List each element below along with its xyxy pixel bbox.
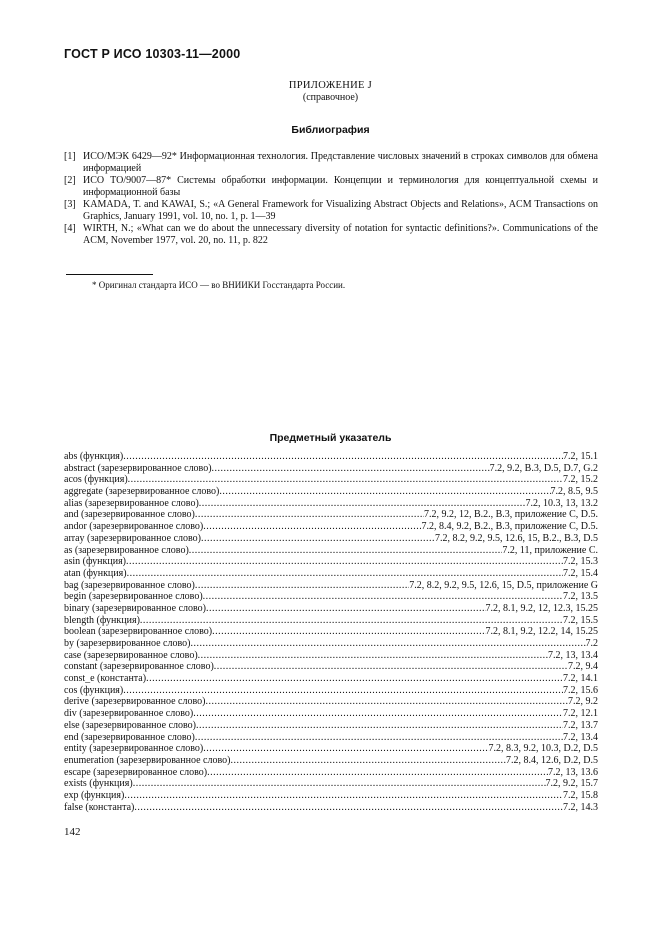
index-leader-dots [140,615,563,627]
bibliography-title: Библиография [291,124,370,136]
index-term: exp (функция) [64,789,125,801]
index-term: exists (функция) [64,778,133,790]
index-leader-dots [189,545,503,557]
index-term: asin (функция) [64,556,127,568]
bibliography-item [64,151,598,175]
index-refs: 7.2, 8.3, 9.2, 10.3, D.2, D.5 [488,743,598,755]
index-entry [64,463,598,475]
index-leader-dots [198,650,548,662]
index-refs: 7.2, 9.2, 12, B.2., B.3, приложение C, D.5. [423,509,598,521]
index-entry [64,615,598,627]
index-refs: 7.2, 8.4, 9.2, B.2., B.3, приложение C, D.5. [421,521,598,533]
bibliography-item-number: [3] [64,199,76,210]
index-leader-dots [201,533,435,545]
appendix-subtitle: (справочное) [302,92,359,103]
index-entry [64,498,598,510]
index-refs: 7.2, 8.2, 9.2, 9.5, 12.6, 15, B.2., B.3, D.5 [434,532,598,544]
index-refs: 7.2, 15.6 [563,684,598,696]
index-entry [64,732,598,744]
index-entry [64,650,598,662]
bibliography-item-number: [4] [64,223,76,234]
index-leader-dots [127,568,563,580]
index-refs: 7.2, 15.1 [563,451,598,462]
index-term: as (зарезервированное слово) [64,544,189,556]
index-refs: 7.2, 8.2, 9.2, 9.5, 12.6, 15, D.5, приложение G [409,579,598,591]
index-term: binary (зарезервированное слово) [64,602,206,614]
index-term: alias (зарезервированное слово) [64,497,199,509]
index-leader-dots [190,638,585,650]
index-term: derive (зарезервированное слово) [64,696,206,708]
index-leader-dots [195,580,409,592]
index-refs: 7.2, 8.1, 9.2, 12.2, 14, 15.25 [485,626,598,638]
index-refs: 7.2, 12.1 [563,708,598,720]
index-refs: 7.2, 15.2 [563,474,598,486]
index-refs: 7.2, 8.1, 9.2, 12, 12.3, 15.25 [485,602,598,614]
index-entry [64,767,598,779]
index-entry [64,591,598,603]
index-entry [64,486,598,498]
index-entry [64,802,598,814]
index-term: end (зарезервированное слово) [64,731,195,743]
index-leader-dots [195,732,563,744]
footnote-rule [66,274,153,275]
index-refs: 7.2, 13.4 [563,731,598,743]
index-leader-dots [203,743,488,755]
index-refs: 7.2, 8.5, 9.5 [550,486,598,498]
index-term: aggregate (зарезервированное слово) [64,486,220,498]
index-entry [64,474,598,486]
index-term: constant (зарезервированное слово) [64,661,214,673]
index-term: bag (зарезервированное слово) [64,579,195,591]
bibliography-list [64,151,598,247]
index-term: abstract (зарезервированное слово) [64,462,212,474]
subject-index [64,451,598,813]
index-refs: 7.2, 15.4 [563,567,598,579]
index-term: false (константа) [64,801,135,813]
index-term: case (зарезервированное слово) [64,649,198,661]
index-leader-dots [214,661,568,673]
footnote: * Оригинал стандарта ИСО — во ВНИИКИ Госстандарта России. [92,280,346,290]
index-leader-dots [207,767,548,779]
index-leader-dots [126,556,563,568]
index-leader-dots [199,498,526,510]
index-refs: 7.2, 14.1 [563,673,598,685]
index-refs: 7.2 [585,638,598,649]
index-leader-dots [124,790,563,802]
index-leader-dots [123,685,563,697]
index-leader-dots [212,463,490,475]
index-leader-dots [219,486,550,498]
index-leader-dots [203,591,563,603]
index-entry [64,509,598,521]
index-leader-dots [203,521,421,533]
index-entry [64,556,598,568]
index-term: andor (зарезервированное слово) [64,521,204,533]
bibliography-item [64,175,598,199]
appendix-title: ПРИЛОЖЕНИЕ J [288,80,373,91]
index-refs: 7.2, 8.4, 12.6, D.2, D.5 [506,754,598,766]
index-refs: 7.2, 15.8 [563,789,598,801]
index-term: boolean (зарезервированное слово) [64,626,213,638]
index-entry [64,521,598,533]
index-leader-dots [146,673,563,685]
index-entry [64,638,598,650]
index-leader-dots [195,509,424,521]
index-entry [64,545,598,557]
index-refs: 7.2, 13.7 [563,719,598,731]
index-term: cos (функция) [64,684,124,696]
index-entry [64,790,598,802]
index-refs: 7.2, 15.5 [563,614,598,626]
bibliography-item-text: KAMADA, T. and KAWAI, S.; «A General Framework for Visualizing Abstract Objects and Relations», ACM Transactions on Graphics, January 1991, vol. 10, no. 1, p. 1—39 [83,199,598,222]
index-refs: 7.2, 9.2, 15.7 [545,778,598,790]
index-refs: 7.2, 13.5 [563,591,598,603]
index-entry [64,451,598,463]
index-refs: 7.2, 11, приложение C. [502,544,598,556]
index-term: and (зарезервированное слово) [64,509,195,521]
bibliography-item-text: WIRTH, N.; «What can we do about the unnecessary diversity of notation for syntactic definitions?». Communications of the ACM, November 1977, vol. 20, no. 11, p. 822 [83,223,598,246]
index-entry [64,720,598,732]
index-entry [64,743,598,755]
index-entry [64,580,598,592]
index-term: blength (функция) [64,614,140,626]
index-title: Предметный указатель [269,432,392,444]
index-refs: 7.2, 9.4 [568,661,598,673]
index-leader-dots [128,474,563,486]
index-term: enumeration (зарезервированное слово) [64,754,231,766]
index-term: else (зарезервированное слово) [64,719,196,731]
index-entry [64,603,598,615]
index-refs: 7.2, 10.3, 13, 13.2 [525,497,598,509]
page-number: 142 [64,826,81,838]
bibliography-item-text: ИСО ТО/9007—87* Системы обработки информации. Концепции и терминология для концептуальной схемы и информационной базы [83,175,598,198]
index-term: array (зарезервированное слово) [64,532,201,544]
index-term: abs (функция) [64,451,124,462]
index-refs: 7.2, 13, 13.4 [548,649,598,661]
index-term: entity (зарезервированное слово) [64,743,204,755]
standard-header: ГОСТ Р ИСО 10303-11—2000 [64,47,241,61]
bibliography-item [64,223,598,247]
index-term: atan (функция) [64,567,127,579]
index-term: const_e (константа) [64,673,147,685]
index-entry [64,568,598,580]
bibliography-item [64,199,598,223]
index-entry [64,661,598,673]
index-entry [64,673,598,685]
bibliography-item-text: ИСО/МЭК 6429—92* Информационная технология. Представление числовых значений в строках символов для обмена информацией [83,151,598,174]
index-leader-dots [134,802,563,814]
index-leader-dots [193,708,563,720]
index-refs: 7.2, 14.3 [563,801,598,813]
index-leader-dots [206,603,486,615]
index-entry [64,696,598,708]
index-term: by (зарезервированное слово) [64,638,191,649]
index-refs: 7.2, 9.2 [568,696,598,708]
index-entry [64,708,598,720]
index-entry [64,755,598,767]
bibliography-item-number: [1] [64,151,76,162]
index-refs: 7.2, 15.3 [563,556,598,568]
bibliography-item-number: [2] [64,175,76,186]
index-refs: 7.2, 13, 13.6 [548,766,598,778]
index-leader-dots [205,696,568,708]
index-term: div (зарезервированное слово) [64,708,194,720]
index-entry [64,533,598,545]
index-term: begin (зарезервированное слово) [64,591,203,603]
index-leader-dots [230,755,506,767]
index-term: acos (функция) [64,474,128,486]
index-entry [64,778,598,790]
index-leader-dots [196,720,563,732]
index-entry [64,685,598,697]
index-leader-dots [123,451,563,463]
index-term: escape (зарезервированное слово) [64,766,208,778]
index-refs: 7.2, 9.2, B.3, D.5, D.7, G.2 [489,462,598,474]
index-leader-dots [212,626,485,638]
index-entry [64,626,598,638]
index-leader-dots [133,778,546,790]
